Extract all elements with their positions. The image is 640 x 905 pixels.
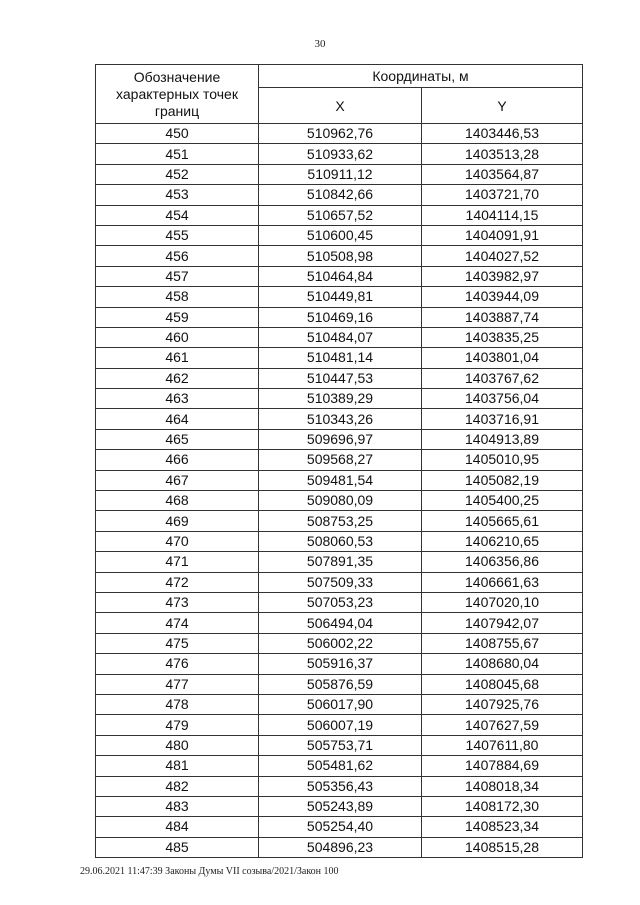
- point-number-cell: 450: [96, 124, 259, 144]
- y-coordinate-cell: 1405082,19: [422, 470, 583, 490]
- point-number-cell: 454: [96, 205, 259, 225]
- point-number-cell: 457: [96, 266, 259, 286]
- y-coordinate-cell: 1403887,74: [422, 307, 583, 327]
- table-row: [96, 348, 583, 368]
- y-coordinate-cell: 1404027,52: [422, 246, 583, 266]
- x-coordinate-cell: 504896,23: [259, 837, 422, 857]
- point-number-cell: 475: [96, 633, 259, 653]
- point-number-cell: 481: [96, 756, 259, 776]
- point-number-cell: 458: [96, 287, 259, 307]
- table-row: [96, 735, 583, 755]
- x-coordinate-cell: 509568,27: [259, 450, 422, 470]
- x-coordinate-cell: 510464,84: [259, 266, 422, 286]
- page-number: 30: [314, 38, 326, 50]
- y-coordinate-cell: 1405665,61: [422, 511, 583, 531]
- table-row: [96, 470, 583, 490]
- table-row: [96, 817, 583, 837]
- y-coordinate-cell: 1407925,76: [422, 694, 583, 714]
- table-row: [96, 124, 583, 144]
- table-row: [96, 409, 583, 429]
- point-number-cell: 467: [96, 470, 259, 490]
- table-row: [96, 491, 583, 511]
- y-coordinate-cell: 1407627,59: [422, 715, 583, 735]
- y-coordinate-cell: 1403716,91: [422, 409, 583, 429]
- point-number-cell: 464: [96, 409, 259, 429]
- x-coordinate-cell: 510933,62: [259, 144, 422, 164]
- x-coordinate-cell: 510484,07: [259, 327, 422, 347]
- table-row: [96, 552, 583, 572]
- x-coordinate-cell: 510389,29: [259, 389, 422, 409]
- x-coordinate-cell: 505916,37: [259, 654, 422, 674]
- point-number-cell: 477: [96, 674, 259, 694]
- point-number-cell: 451: [96, 144, 259, 164]
- document-footer: 29.06.2021 11:47:39 Законы Думы VII созыва/2021/Закон 100: [80, 866, 339, 877]
- table-row: [96, 185, 583, 205]
- table-row: [96, 654, 583, 674]
- x-coordinate-cell: 505254,40: [259, 817, 422, 837]
- table-row: [96, 164, 583, 184]
- y-coordinate-cell: 1403564,87: [422, 164, 583, 184]
- x-coordinate-cell: 506017,90: [259, 694, 422, 714]
- y-coordinate-cell: 1403756,04: [422, 389, 583, 409]
- point-number-cell: 478: [96, 694, 259, 714]
- x-coordinate-cell: 509080,09: [259, 491, 422, 511]
- point-number-cell: 483: [96, 796, 259, 816]
- y-coordinate-cell: 1408755,67: [422, 633, 583, 653]
- y-coordinate-cell: 1403835,25: [422, 327, 583, 347]
- point-number-cell: 482: [96, 776, 259, 796]
- x-coordinate-cell: 510657,52: [259, 205, 422, 225]
- point-number-cell: 476: [96, 654, 259, 674]
- y-coordinate-cell: 1408172,30: [422, 796, 583, 816]
- x-coordinate-cell: 510842,66: [259, 185, 422, 205]
- x-coordinate-cell: 505243,89: [259, 796, 422, 816]
- y-coordinate-cell: 1403801,04: [422, 348, 583, 368]
- table-row: [96, 592, 583, 612]
- x-coordinate-cell: 507053,23: [259, 592, 422, 612]
- point-number-cell: 473: [96, 592, 259, 612]
- y-coordinate-cell: 1408515,28: [422, 837, 583, 857]
- point-number-cell: 484: [96, 817, 259, 837]
- y-coordinate-cell: 1403944,09: [422, 287, 583, 307]
- table-row: [96, 633, 583, 653]
- y-coordinate-cell: 1407884,69: [422, 756, 583, 776]
- x-column-header: X: [259, 88, 422, 124]
- table-row: [96, 225, 583, 245]
- point-number-cell: 459: [96, 307, 259, 327]
- y-column-header: Y: [422, 88, 583, 124]
- y-coordinate-cell: 1404913,89: [422, 429, 583, 449]
- y-coordinate-cell: 1407942,07: [422, 613, 583, 633]
- y-coordinate-cell: 1403767,62: [422, 368, 583, 388]
- x-coordinate-cell: 507509,33: [259, 572, 422, 592]
- point-number-cell: 469: [96, 511, 259, 531]
- point-number-cell: 461: [96, 348, 259, 368]
- y-coordinate-cell: 1403513,28: [422, 144, 583, 164]
- point-number-cell: 485: [96, 837, 259, 857]
- x-coordinate-cell: 506007,19: [259, 715, 422, 735]
- x-coordinate-cell: 510481,14: [259, 348, 422, 368]
- y-coordinate-cell: 1406661,63: [422, 572, 583, 592]
- y-coordinate-cell: 1408680,04: [422, 654, 583, 674]
- x-coordinate-cell: 508753,25: [259, 511, 422, 531]
- table-row: [96, 266, 583, 286]
- table-row: [96, 205, 583, 225]
- point-number-cell: 472: [96, 572, 259, 592]
- point-number-cell: 452: [96, 164, 259, 184]
- y-coordinate-cell: 1406356,86: [422, 552, 583, 572]
- table-row: [96, 327, 583, 347]
- table-row: [96, 287, 583, 307]
- point-number-cell: 468: [96, 491, 259, 511]
- point-designation-header: Обозначение характерных точек границ: [96, 65, 259, 124]
- point-number-cell: 456: [96, 246, 259, 266]
- table-row: [96, 715, 583, 735]
- y-coordinate-cell: 1405400,25: [422, 491, 583, 511]
- point-number-cell: 465: [96, 429, 259, 449]
- table-row: [96, 613, 583, 633]
- table-row: [96, 450, 583, 470]
- point-number-cell: 474: [96, 613, 259, 633]
- y-coordinate-cell: 1403446,53: [422, 124, 583, 144]
- table-row: [96, 837, 583, 857]
- table-row: [96, 368, 583, 388]
- x-coordinate-cell: 505753,71: [259, 735, 422, 755]
- x-coordinate-cell: 510449,81: [259, 287, 422, 307]
- x-coordinate-cell: 510447,53: [259, 368, 422, 388]
- y-coordinate-cell: 1403982,97: [422, 266, 583, 286]
- table-row: [96, 246, 583, 266]
- table-row: [96, 796, 583, 816]
- x-coordinate-cell: 510911,12: [259, 164, 422, 184]
- x-coordinate-cell: 510469,16: [259, 307, 422, 327]
- point-number-cell: 462: [96, 368, 259, 388]
- table-body: [96, 124, 583, 858]
- y-coordinate-cell: 1405010,95: [422, 450, 583, 470]
- point-number-cell: 480: [96, 735, 259, 755]
- table-row: [96, 389, 583, 409]
- y-coordinate-cell: 1407611,80: [422, 735, 583, 755]
- point-number-cell: 479: [96, 715, 259, 735]
- x-coordinate-cell: 505481,62: [259, 756, 422, 776]
- table-row: [96, 694, 583, 714]
- x-coordinate-cell: 507891,35: [259, 552, 422, 572]
- y-coordinate-cell: 1408523,34: [422, 817, 583, 837]
- table-row: [96, 511, 583, 531]
- table-header: [96, 65, 583, 124]
- y-coordinate-cell: 1407020,10: [422, 592, 583, 612]
- x-coordinate-cell: 510508,98: [259, 246, 422, 266]
- x-coordinate-cell: 506002,22: [259, 633, 422, 653]
- point-number-cell: 466: [96, 450, 259, 470]
- x-coordinate-cell: 508060,53: [259, 531, 422, 551]
- table-row: [96, 756, 583, 776]
- y-coordinate-cell: 1404114,15: [422, 205, 583, 225]
- x-coordinate-cell: 505876,59: [259, 674, 422, 694]
- coordinates-header: Координаты, м: [259, 65, 583, 88]
- x-coordinate-cell: 506494,04: [259, 613, 422, 633]
- y-coordinate-cell: 1406210,65: [422, 531, 583, 551]
- table-row: [96, 776, 583, 796]
- y-coordinate-cell: 1408045,68: [422, 674, 583, 694]
- table-row: [96, 144, 583, 164]
- point-number-cell: 463: [96, 389, 259, 409]
- point-number-cell: 470: [96, 531, 259, 551]
- point-number-cell: 460: [96, 327, 259, 347]
- x-coordinate-cell: 510343,26: [259, 409, 422, 429]
- table-row: [96, 674, 583, 694]
- x-coordinate-cell: 509696,97: [259, 429, 422, 449]
- x-coordinate-cell: 505356,43: [259, 776, 422, 796]
- coordinates-table: [95, 64, 583, 858]
- point-number-cell: 455: [96, 225, 259, 245]
- x-coordinate-cell: 510600,45: [259, 225, 422, 245]
- table-row: [96, 572, 583, 592]
- table-row: [96, 307, 583, 327]
- x-coordinate-cell: 509481,54: [259, 470, 422, 490]
- y-coordinate-cell: 1403721,70: [422, 185, 583, 205]
- x-coordinate-cell: 510962,76: [259, 124, 422, 144]
- table-row: [96, 429, 583, 449]
- y-coordinate-cell: 1408018,34: [422, 776, 583, 796]
- point-number-cell: 453: [96, 185, 259, 205]
- y-coordinate-cell: 1404091,91: [422, 225, 583, 245]
- table-row: [96, 531, 583, 551]
- point-number-cell: 471: [96, 552, 259, 572]
